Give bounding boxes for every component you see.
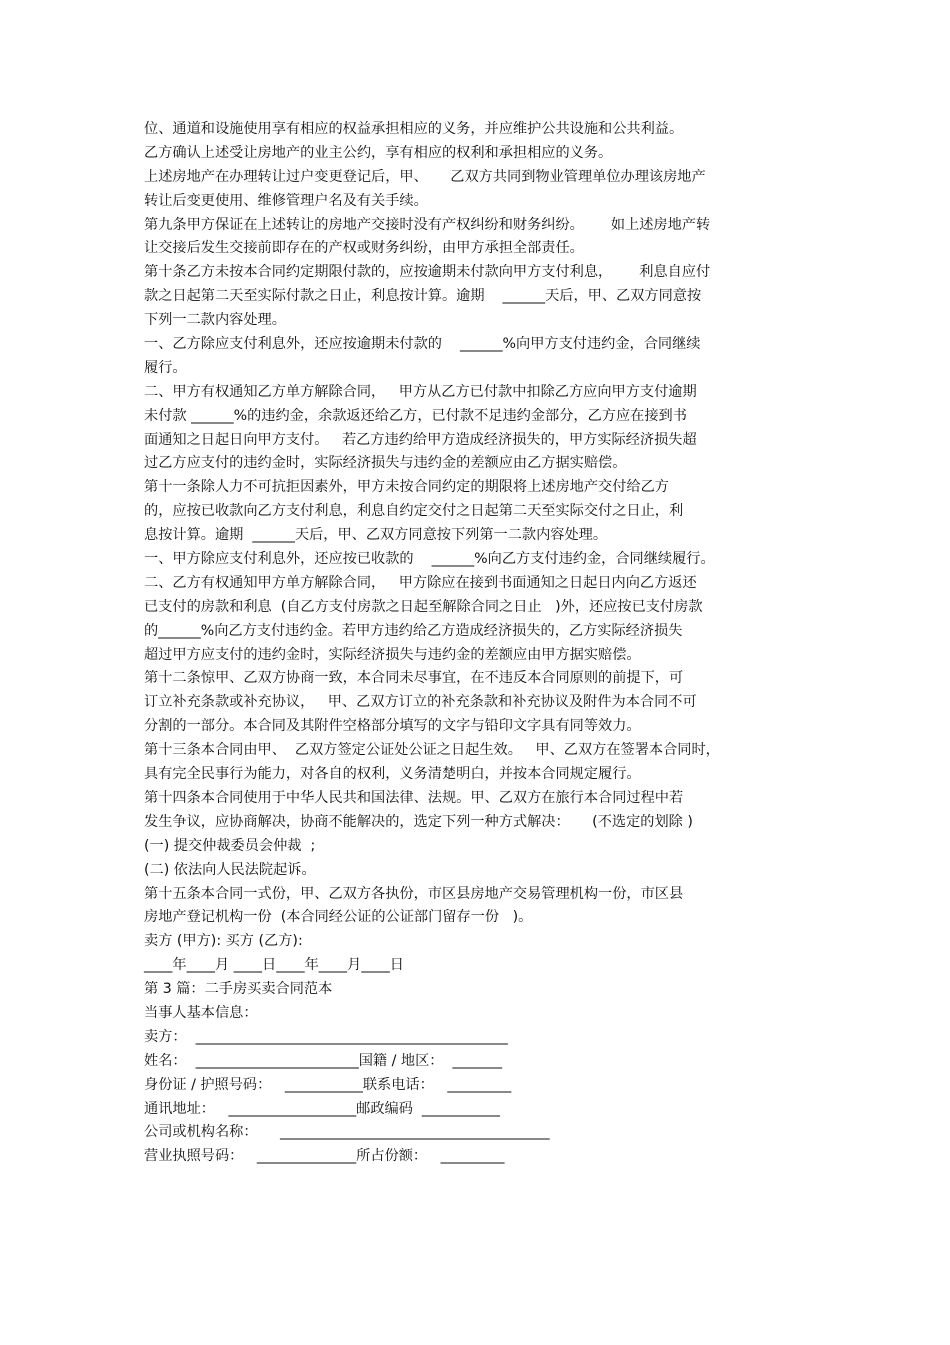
contract-text-body: [144, 118, 824, 1169]
text-line: 的，应按已收款向乙方支付利息，利息自约定交付之日起第二天至实际交付之日止，利: [144, 503, 684, 520]
text-line: 转让后变更使用、维修管理户名及有关手续。: [144, 192, 428, 209]
text-line: 第十条乙方未按本合同约定期限付款的，应按逾期未付款向甲方支付利息， 利息自应付: [144, 264, 711, 281]
text-line: 分割的一部分。本合同及其附件空格部分填写的文字与铅印文字具有同等效力。: [144, 718, 641, 735]
text-line: 房地产登记机构一份 (本合同经公证的公证部门留存一份 )。: [144, 909, 533, 926]
text-line: 通讯地址： __________________邮政编码 ___________: [144, 1100, 500, 1117]
text-line: 第十二条惊甲、乙双方协商一致，本合同未尽事宜，在不违反本合同原则的前提下，可: [144, 670, 684, 687]
text-line: 姓名： _______________________国籍 / 地区： _______: [144, 1052, 503, 1069]
text-line: 乙方确认上述受让房地产的业主公约，享有相应的权利和承担相应的义务。: [144, 144, 613, 161]
text-line: 身份证 / 护照号码： ___________联系电话： _________: [144, 1076, 512, 1093]
text-line: 的______%向乙方支付违约金。若甲方违约给乙方造成经济损失的，乙方实际经济损失: [144, 622, 683, 639]
text-line: 卖方： ____________________________________________: [144, 1028, 508, 1045]
text-line: 第十三条本合同由甲、 乙双方签定公证处公证之日起生效。 甲、乙双方在签署本合同时，: [144, 742, 720, 759]
text-line: 过乙方应支付的违约金时，实际经济损失与违约金的差额应由乙方据实赔偿。: [144, 455, 627, 472]
text-line: 公司或机构名称： ______________________________________: [144, 1124, 550, 1141]
text-line: 第九条甲方保证在上述转让的房地产交接时没有产权纠纷和财务纠纷。 如上述房地产转: [144, 216, 711, 233]
text-line: 息按计算。逾期 ______天后，甲、乙双方同意按下列第一二款内容处理。: [144, 527, 608, 544]
text-line: 卖方 (甲方): 买方 (乙方):: [144, 933, 303, 950]
text-line: 超过甲方应支付的违约金时，实际经济损失与违约金的差额应由甲方据实赔偿。: [144, 646, 641, 663]
text-line: (二) 依法向人民法院起诉。: [144, 861, 316, 878]
text-line: 款之日起第二天至实际付款之日止，利息按计算。逾期 ______天后，甲、乙双方同意按: [144, 288, 702, 305]
text-line: 第十一条除人力不可抗拒因素外，甲方未按合同约定的期限将上述房地产交付给乙方: [144, 479, 669, 496]
text-line: 履行。: [144, 359, 187, 376]
text-line: 订立补充条款或补充协议， 甲、乙双方订立的补充条款和补充协议及附件为本合同不可: [144, 694, 697, 711]
text-line: 上述房地产在办理转让过户变更登记后，甲、 乙双方共同到物业管理单位办理该房地产: [144, 168, 706, 185]
text-line: 营业执照号码： ______________所占份额： _________: [144, 1148, 505, 1165]
text-line: 位、通道和设施使用享有相应的权益承担相应的义务，并应维护公共设施和公共利益。: [144, 121, 684, 137]
text-line: 下列一二款内容处理。: [144, 312, 286, 329]
text-line: 第十五条本合同一式份，甲、乙双方各执份，市区县房地产交易管理机构一份，市区县: [144, 885, 684, 902]
text-line: 二、乙方有权通知甲方单方解除合同， 甲方除应在接到书面通知之日起日内向乙方返还: [144, 574, 697, 591]
text-line: 具有完全民事行为能力，对各自的权利，义务清楚明白，并按本合同规定履行。: [144, 766, 641, 783]
text-line: 一、乙方除应支付利息外，还应按逾期未付款的 ______%向甲方支付违约金，合同继续: [144, 336, 701, 353]
text-line: 一、甲方除应支付利息外，还应按已收款的 ______%向乙方支付违约金，合同继续履行。: [144, 551, 715, 568]
text-line: 第 3 篇：二手房买卖合同范本: [144, 981, 333, 998]
text-line: 当事人基本信息：: [144, 1004, 258, 1021]
text-line: ____年____月 ____日____年____月____日: [144, 957, 404, 974]
text-line: 让交接后发生交接前即存在的产权或财务纠纷，由甲方承担全部责任。: [144, 240, 584, 257]
text-line: 未付款 ______%的违约金，余款返还给乙方，已付款不足违约金部分，乙方应在接到书: [144, 407, 687, 424]
text-line: 第十四条本合同使用于中华人民共和国法律、法规。甲、乙双方在旅行本合同过程中若: [144, 789, 684, 806]
text-line: 二、甲方有权通知乙方单方解除合同， 甲方从乙方已付款中扣除乙方应向甲方支付逾期: [144, 383, 697, 400]
text-line: 发生争议，应协商解决，协商不能解决的，选定下列一种方式解决： (不选定的划除 ): [144, 813, 693, 830]
text-line: (一) 提交仲裁委员会仲裁 ;: [144, 837, 316, 854]
text-line: 已支付的房款和利息 (自乙方支付房款之日起至解除合同之日止 )外，还应按已支付房款: [144, 598, 703, 615]
text-line: 面通知之日起日向甲方支付。 若乙方违约给甲方造成经济损失的，甲方实际经济损失超: [144, 431, 697, 448]
